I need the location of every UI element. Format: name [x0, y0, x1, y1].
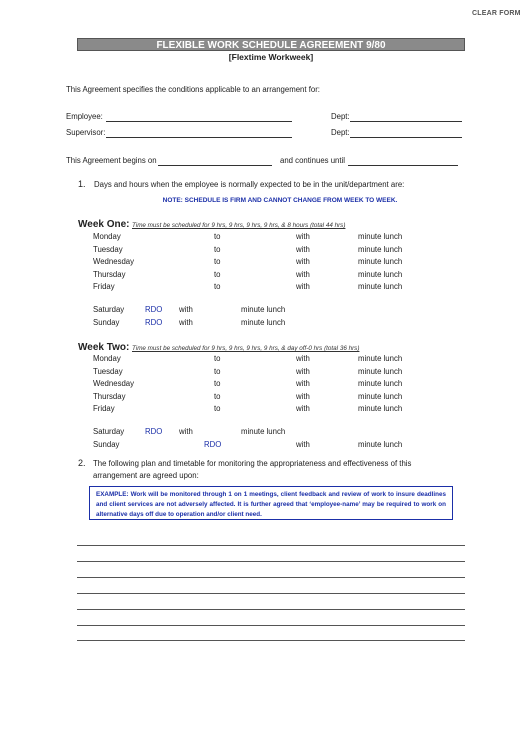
rdo-label: RDO: [145, 427, 163, 436]
day-label: Wednesday: [93, 257, 135, 266]
rdo-label: RDO: [204, 439, 222, 449]
rdo-label: RDO: [145, 305, 163, 314]
clear-form-button[interactable]: CLEAR FORM: [472, 10, 521, 17]
day-label: Tuesday: [93, 244, 123, 254]
item-1-number: 1.: [78, 179, 86, 189]
item-2-text-line1: The following plan and timetable for monitoring the appropriateness and effectiveness of this: [93, 459, 412, 468]
writing-line[interactable]: [77, 577, 465, 578]
with-label: with: [296, 269, 310, 279]
minute-lunch-label: minute lunch: [358, 354, 403, 363]
employee-field[interactable]: [106, 121, 292, 122]
to-label: to: [214, 282, 221, 291]
day-label: Monday: [93, 232, 121, 241]
with-label: with: [296, 404, 310, 413]
writing-line[interactable]: [77, 561, 465, 562]
with-label: with: [296, 366, 310, 376]
with-label: with: [296, 257, 310, 266]
minute-lunch-label: minute lunch: [358, 366, 403, 376]
day-label: Friday: [93, 282, 115, 291]
to-label: to: [214, 269, 221, 279]
to-label: to: [214, 404, 221, 413]
with-label: with: [179, 427, 193, 436]
writing-line[interactable]: [77, 545, 465, 546]
minute-lunch-label: minute lunch: [241, 427, 286, 436]
with-label: with: [296, 354, 310, 363]
with-label: with: [296, 282, 310, 291]
day-label: Friday: [93, 404, 115, 413]
item-1-text: Days and hours when the employee is normally expected to be in the unit/department are:: [94, 180, 405, 189]
with-label: with: [296, 244, 310, 254]
employee-dept-field[interactable]: [350, 121, 462, 122]
minute-lunch-label: minute lunch: [358, 404, 403, 413]
item-2-text-line2: arrangement are agreed upon:: [93, 471, 199, 480]
minute-lunch-label: minute lunch: [358, 391, 403, 401]
supervisor-label: Supervisor:: [66, 128, 106, 137]
day-label: Monday: [93, 354, 121, 363]
schedule-note: NOTE: SCHEDULE IS FIRM AND CANNOT CHANGE FROM WEEK TO WEEK.: [162, 197, 398, 204]
minute-lunch-label: minute lunch: [358, 282, 403, 291]
week-two-label: Week Two:: [78, 342, 130, 353]
writing-line[interactable]: [77, 609, 465, 610]
supervisor-field[interactable]: [106, 137, 292, 138]
minute-lunch-label: minute lunch: [241, 317, 286, 327]
form-title: FLEXIBLE WORK SCHEDULE AGREEMENT 9/80: [77, 38, 465, 51]
minute-lunch-label: minute lunch: [358, 257, 403, 266]
begins-label: This Agreement begins on: [66, 156, 157, 165]
day-label: Thursday: [93, 269, 126, 279]
to-label: to: [214, 391, 221, 401]
with-label: with: [296, 439, 310, 449]
continues-label: and continues until: [280, 156, 346, 165]
week-one-note: Time must be scheduled for 9 hrs, 9 hrs, 9 hrs, 9 hrs, & 8 hours (total 44 hrs): [132, 222, 346, 229]
dept-label: Dept:: [331, 112, 350, 121]
day-label: Tuesday: [93, 366, 123, 376]
minute-lunch-label: minute lunch: [358, 269, 403, 279]
weekend-day-label: Sunday: [93, 317, 120, 327]
writing-line[interactable]: [77, 625, 465, 626]
supervisor-dept-field[interactable]: [350, 137, 462, 138]
minute-lunch-label: minute lunch: [358, 232, 403, 241]
begin-date-field[interactable]: [158, 165, 272, 166]
to-label: to: [214, 232, 221, 241]
day-label: Wednesday: [93, 379, 135, 388]
rdo-label: RDO: [145, 317, 163, 327]
writing-line[interactable]: [77, 640, 465, 641]
with-label: with: [296, 379, 310, 388]
item-2-number: 2.: [78, 458, 86, 468]
minute-lunch-label: minute lunch: [358, 244, 403, 254]
end-date-field[interactable]: [348, 165, 458, 166]
to-label: to: [214, 354, 221, 363]
weekend-day-label: Sunday: [93, 439, 120, 449]
writing-line[interactable]: [77, 593, 465, 594]
supervisor-dept-label: Dept:: [331, 128, 350, 137]
day-label: Thursday: [93, 391, 126, 401]
with-label: with: [296, 232, 310, 241]
with-label: with: [179, 317, 193, 327]
to-label: to: [214, 244, 221, 254]
minute-lunch-label: minute lunch: [358, 439, 403, 449]
weekend-day-label: Saturday: [93, 427, 125, 436]
to-label: to: [214, 257, 221, 266]
employee-label: Employee:: [66, 112, 103, 121]
week-two-note: Time must be scheduled for 9 hrs, 9 hrs, 9 hrs, 9 hrs, & day off-0 hrs (total 36 hrs): [132, 345, 360, 352]
week-one-label: Week One:: [78, 219, 130, 230]
example-box: EXAMPLE: Work will be monitored through 1 on 1 meetings, client feedback and review of work to insure deadlines and client services are not adversely affected. It is further agreed that ‘employee-name’ may be required to work on alternative days off due to operation and/or client need.: [89, 486, 453, 520]
to-label: to: [214, 366, 221, 376]
with-label: with: [179, 305, 193, 314]
to-label: to: [214, 379, 221, 388]
minute-lunch-label: minute lunch: [358, 379, 403, 388]
form-subtitle: [Flextime Workweek]: [228, 52, 314, 62]
intro-text: This Agreement specifies the conditions applicable to an arrangement for:: [66, 85, 320, 94]
with-label: with: [296, 391, 310, 401]
weekend-day-label: Saturday: [93, 305, 125, 314]
minute-lunch-label: minute lunch: [241, 305, 286, 314]
